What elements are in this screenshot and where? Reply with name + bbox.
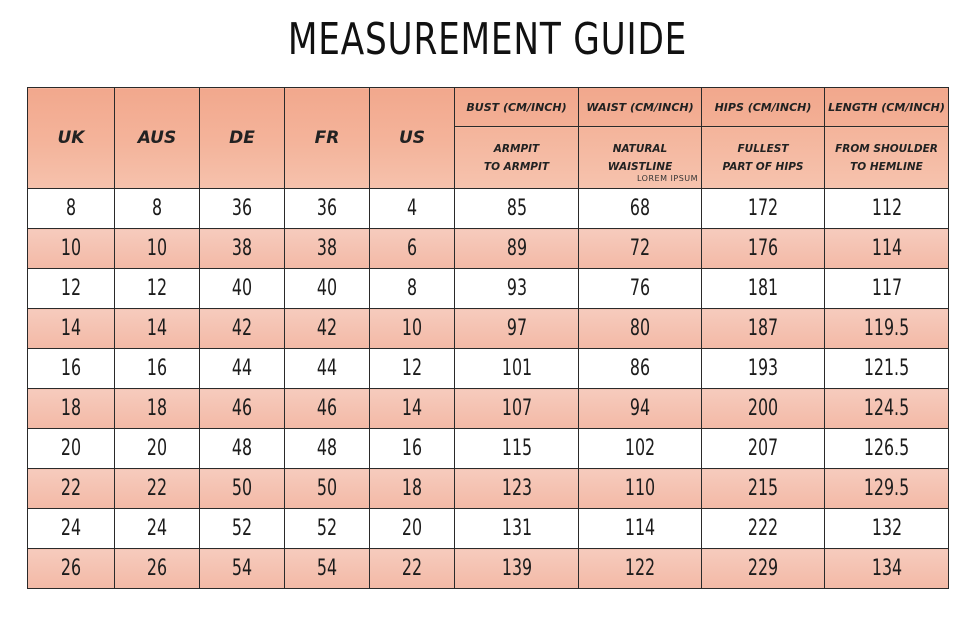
cell-us [370,549,455,589]
waist-sub-line-1: NATURAL [612,142,668,155]
cell-value: 124.5 [863,396,910,421]
cell-value: 117 [871,276,902,301]
cell-value: 48 [231,436,253,461]
cell-bust [455,269,579,309]
cell-value: 102 [624,436,656,461]
cell-value: 6 [406,236,418,261]
cell-us [370,269,455,309]
cell-value: 12 [401,356,423,381]
cell-value: 44 [316,356,338,381]
cell-value: 50 [231,476,253,501]
cell-value: 46 [231,396,253,421]
cell-value: 20 [60,436,82,461]
cell-length [825,549,949,589]
cell-value: 94 [629,396,651,421]
cell-aus [115,189,200,229]
cell-value: 86 [629,356,651,381]
cell-value: 181 [747,276,779,301]
cell-value: 52 [316,516,338,541]
cell-bust [455,309,579,349]
cell-value: 8 [151,196,163,221]
cell-uk [28,389,115,429]
cell-waist [579,189,702,229]
cell-length [825,429,949,469]
cell-aus [115,389,200,429]
cell-hips [702,389,825,429]
cell-value: 129.5 [863,476,910,501]
cell-value: 172 [747,196,779,221]
cell-value: 115 [501,436,532,461]
cell-us [370,509,455,549]
cell-value: 187 [747,316,779,341]
bust-sub-line-1: ARMPIT [493,142,540,155]
cell-length [825,189,949,229]
cell-aus [115,269,200,309]
cell-bust [455,229,579,269]
cell-value: 97 [506,316,527,341]
cell-length [825,309,949,349]
cell-de [200,509,285,549]
cell-value: 200 [747,396,779,421]
cell-us [370,469,455,509]
cell-value: 119.5 [863,316,910,341]
cell-value: 132 [871,516,902,541]
cell-value: 36 [231,196,253,221]
cell-value: 46 [316,396,338,421]
header-hips-sub [702,127,825,189]
cell-hips [702,349,825,389]
cell-value: 54 [231,556,253,581]
cell-hips [702,469,825,509]
cell-value: 222 [747,516,779,541]
cell-value: 14 [146,316,168,341]
cell-hips [702,309,825,349]
cell-value: 18 [146,396,168,421]
cell-value: 126.5 [863,436,910,461]
cell-fr [285,269,370,309]
cell-value: 24 [60,516,82,541]
cell-value: 38 [231,236,253,261]
cell-value: 89 [506,236,527,261]
cell-us [370,309,455,349]
cell-value: 40 [231,276,253,301]
header-length-sub [825,127,949,189]
size-table [27,87,949,589]
cell-de [200,229,285,269]
cell-bust [455,469,579,509]
cell-value: 8 [406,276,418,301]
cell-hips [702,509,825,549]
cell-fr [285,429,370,469]
cell-value: 12 [146,276,168,301]
table-row [28,389,949,429]
cell-value: 134 [871,556,902,581]
cell-value: 18 [401,476,423,501]
waist-sub-line-2: WAISTLINE [607,160,673,173]
cell-value: 16 [401,436,423,461]
cell-fr [285,389,370,429]
cell-bust [455,389,579,429]
cell-waist [579,389,702,429]
header-bust-sub [455,127,579,189]
header-us: US [370,88,455,189]
cell-waist [579,469,702,509]
cell-value: 52 [231,516,253,541]
cell-value: 176 [747,236,779,261]
cell-uk [28,509,115,549]
cell-value: 123 [501,476,532,501]
cell-value: 14 [60,316,82,341]
cell-value: 54 [316,556,338,581]
cell-value: 14 [401,396,423,421]
cell-hips [702,189,825,229]
cell-value: 36 [316,196,338,221]
cell-uk [28,469,115,509]
cell-value: 68 [629,196,651,221]
cell-fr [285,469,370,509]
cell-value: 114 [871,236,902,261]
cell-length [825,269,949,309]
cell-de [200,189,285,229]
header-fr: FR [285,88,370,189]
header-aus: AUS [115,88,200,189]
cell-value: 44 [231,356,253,381]
length-sub-line-1: FROM SHOULDER [835,142,938,155]
bust-sub-line-2: TO ARMPIT [483,160,550,173]
cell-value: 122 [624,556,656,581]
cell-de [200,309,285,349]
cell-value: 26 [146,556,168,581]
cell-value: 40 [316,276,338,301]
cell-us [370,429,455,469]
cell-waist [579,309,702,349]
cell-value: 101 [501,356,532,381]
cell-hips [702,429,825,469]
cell-value: 22 [146,476,168,501]
cell-value: 229 [747,556,779,581]
cell-de [200,469,285,509]
cell-value: 76 [629,276,651,301]
cell-waist [579,549,702,589]
cell-value: 8 [65,196,77,221]
cell-value: 20 [401,516,423,541]
cell-waist [579,269,702,309]
header-bust: BUST (CM/INCH) [455,88,579,127]
cell-value: 114 [624,516,656,541]
cell-value: 107 [501,396,532,421]
cell-value: 42 [231,316,253,341]
cell-fr [285,309,370,349]
table-row [28,229,949,269]
length-sub-line-2: TO HEMLINE [850,160,923,173]
cell-aus [115,469,200,509]
cell-hips [702,229,825,269]
cell-value: 26 [60,556,82,581]
table-row [28,429,949,469]
cell-uk [28,269,115,309]
hips-sub-line-1: FULLEST [737,142,789,155]
header-waist: WAIST (CM/INCH) [579,88,702,127]
cell-de [200,269,285,309]
cell-uk [28,549,115,589]
cell-value: 50 [316,476,338,501]
cell-aus [115,309,200,349]
table-row [28,469,949,509]
cell-value: 16 [146,356,168,381]
cell-length [825,469,949,509]
table-row [28,509,949,549]
cell-bust [455,189,579,229]
cell-value: 72 [629,236,651,261]
cell-us [370,189,455,229]
cell-value: 10 [401,316,423,341]
cell-uk [28,229,115,269]
cell-value: 48 [316,436,338,461]
cell-value: 24 [146,516,168,541]
cell-length [825,229,949,269]
header-hips: HIPS (CM/INCH) [702,88,825,127]
cell-waist [579,509,702,549]
cell-us [370,229,455,269]
table-row [28,269,949,309]
cell-value: 193 [747,356,779,381]
cell-value: 93 [506,276,527,301]
waist-note: LOREM IPSUM [637,174,699,183]
cell-value: 121.5 [863,356,910,381]
cell-hips [702,269,825,309]
cell-value: 22 [60,476,82,501]
cell-length [825,389,949,429]
cell-value: 215 [747,476,779,501]
cell-value: 20 [146,436,168,461]
header-uk: UK [28,88,115,189]
cell-value: 80 [629,316,651,341]
cell-bust [455,549,579,589]
table-row [28,189,949,229]
cell-de [200,389,285,429]
cell-length [825,349,949,389]
cell-value: 38 [316,236,338,261]
cell-value: 42 [316,316,338,341]
cell-bust [455,429,579,469]
hips-sub-line-2: PART OF HIPS [722,160,804,173]
cell-uk [28,349,115,389]
cell-waist [579,229,702,269]
cell-fr [285,189,370,229]
cell-us [370,349,455,389]
cell-uk [28,189,115,229]
cell-de [200,549,285,589]
table-row [28,549,949,589]
cell-value: 131 [501,516,532,541]
cell-value: 18 [60,396,82,421]
cell-value: 22 [401,556,423,581]
cell-fr [285,509,370,549]
cell-length [825,509,949,549]
cell-bust [455,349,579,389]
cell-value: 112 [871,196,902,221]
cell-us [370,389,455,429]
table-row [28,349,949,389]
cell-value: 4 [406,196,418,221]
cell-waist [579,349,702,389]
table-row [28,309,949,349]
cell-value: 16 [60,356,82,381]
cell-aus [115,349,200,389]
cell-value: 10 [146,236,168,261]
cell-value: 139 [501,556,532,581]
cell-de [200,429,285,469]
cell-uk [28,429,115,469]
cell-value: 110 [624,476,656,501]
cell-value: 207 [747,436,779,461]
cell-aus [115,549,200,589]
cell-de [200,349,285,389]
cell-aus [115,509,200,549]
cell-fr [285,229,370,269]
cell-fr [285,349,370,389]
header-de: DE [200,88,285,189]
cell-aus [115,229,200,269]
cell-uk [28,309,115,349]
cell-fr [285,549,370,589]
cell-value: 10 [60,236,82,261]
cell-value: 12 [60,276,82,301]
cell-hips [702,549,825,589]
cell-aus [115,429,200,469]
size-table-body [28,189,949,589]
header-length: LENGTH (CM/INCH) [825,88,949,127]
page-title: MEASUREMENT GUIDE [287,14,688,65]
cell-waist [579,429,702,469]
header-waist-sub [579,127,702,189]
cell-bust [455,509,579,549]
cell-value: 85 [506,196,527,221]
